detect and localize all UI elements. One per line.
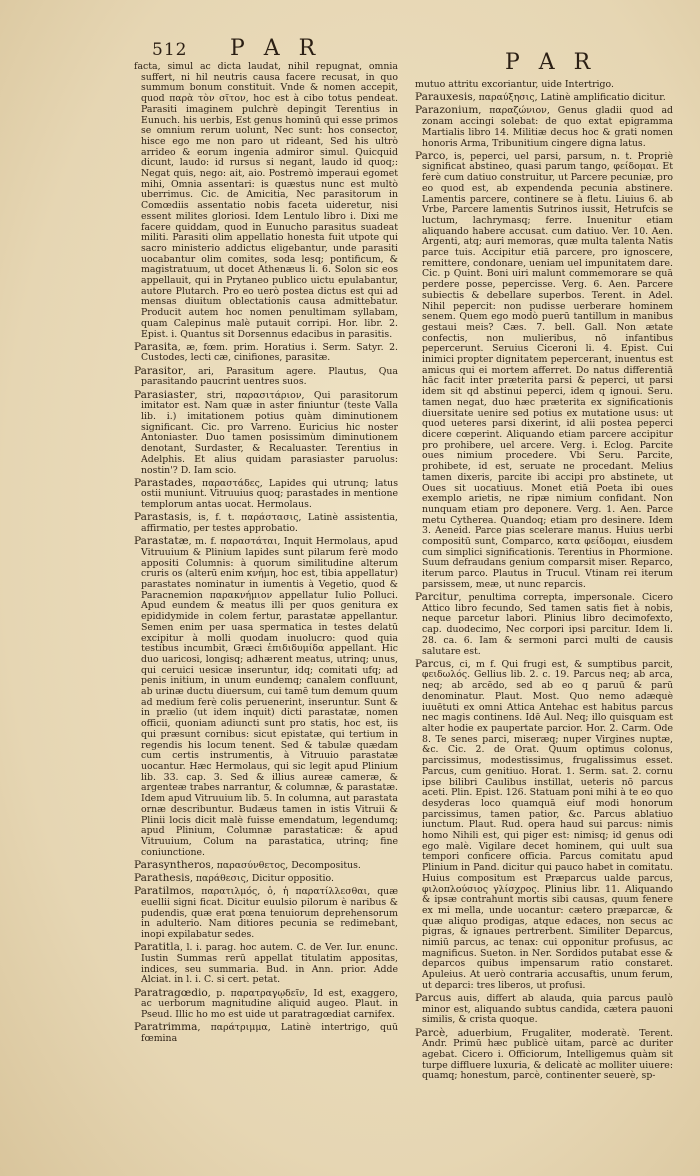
dictionary-entry: [415, 92, 673, 104]
entry-headword: Parastasis: [134, 511, 189, 524]
dictionary-entry: [415, 592, 673, 657]
entry-text: , m. f. παραστάται, Inquit Hermolaus, apud Vitruuium & Plinium lapides sunt pilarum ferè modo appositi Columnis: à quorum similitudine alterum cruris os (alterū enim κνήμη, hoc est, tibia appellatur) parastates nominatur in iumentis à Vegetio, quod & Paracnemion παρακνήμιον appellatur Iulio Polluci. Apud eundem & meatus illi per quos genitura ex epididymide in colem fertur, parastatæ appellantur. Semen enim per uasa spermatica in testes delatū excipitur à molli quodam inuolucro: quod quia testibus incumbit, Græci ἐπιδιδυμίδα appellant. Hic duo uaricosi, longisq; adhærent meatus, utrinq; unus, qui ceruici uesicæ inseruntur, idq; comitati ufq; ad penis initium, in unum eundemq; canalem confluunt, ab urinæ ductu diuersum, cui tamē tum demum quum ad medium ferè colis peruenerint, inseruntur. Sunt & in prælio (ut idem inquit) dicti parastatæ, nomen officii, quoniam adiuncti sunt pro statis, hoc est, iis qui præsunt cornibus: sicut epistatæ, qui tertium in regendis his locum tenent. Sed & tabulæ quædam cum certis instrumentis, à Vitruuio parastatæ uocantur. Hæc Hermolaus, qui sic legit apud Plinium lib. 33. cap. 3. Sed & illius aureæ cameræ, & argenteæ trabes narrantur, & columnæ, & parastatæ. Idem apud Vitruuium lib. 5. In columna, aut parastata ornæ describuntur. Budæus tamen in istis Vitruii & Plinii locis dicit malè fuisse emendatum, legendumq; apud Plinium, Columnæ parastaticæ: & apud Vitruuium, Colum na parastatica, utrinq; fine coniunctione.: [141, 536, 398, 858]
entry-text: , παράτριμμα, Latinè intertrigo, quū fœmina: [141, 1022, 398, 1044]
entry-headword: Parasita: [134, 340, 178, 353]
dictionary-entry: [134, 390, 398, 477]
dictionary-entry: [134, 536, 398, 858]
dictionary-entry: [415, 151, 673, 591]
entry-headword: Parasitor: [134, 364, 183, 377]
dictionary-entry: [134, 342, 398, 364]
left-column: [134, 62, 398, 1160]
entry-text: , παρατιλμός, ὁ, ἡ παρατίλλεσθαι, quæ euellii signi ficat. Dicitur euulsio pilorum è naribus & pudendis, quæ erat pœna tenuiorum deprehensorum in adulterio. Nam ditiores pecunia se redimebant, inopi expilabatur sedes.: [141, 886, 398, 941]
entry-headword: Parauxesis: [415, 91, 473, 104]
dictionary-entry: [134, 886, 398, 941]
dictionary-entry: [415, 659, 673, 992]
entry-headword: Parazonium: [415, 104, 479, 117]
entry-text: , is, f. t. παράστασις, Latinè assistentia, affirmatio, per testes approbatio.: [141, 512, 398, 535]
entry-text: , ari, Parasitum agere. Plautus, Qua parasitando paucrint uentres suos.: [141, 365, 398, 388]
entry-text: , παράθεσις, Dicitur oppositio.: [189, 873, 334, 885]
entry-headword: Paratrimma: [134, 1021, 198, 1034]
dictionary-entry: [134, 1022, 398, 1044]
entry-text: , παραστάδες, Lapides qui utrunq; latus ostii muniunt. Vitruuius quoq; parastades in mentione templorum antas uocat. Hermolaus.: [141, 477, 398, 511]
entry-text: , p. παρατραγῳδεῖν, Id est, exaggero, ac uerborum magnitudine aliquid augeo. Plaut. in Pseud. Illic ho mo est uide ut paratragœdiat carnifex.: [141, 987, 398, 1020]
entry-headword: Parcus: [415, 992, 452, 1005]
dictionary-entry: [134, 860, 398, 872]
entry-text: auis, differt ab alauda, quia parcus paulò minor est, aliquando subtus candida, cætera pauoni similis, & crista quoque.: [422, 993, 673, 1026]
running-head-left: P A R: [230, 36, 322, 61]
dictionary-entry: [134, 512, 398, 534]
dictionary-entry: [134, 478, 398, 511]
entry-text: , παραζώνιον, Genus gladii quod ad zonam accingi solebat: de quo extat epigramma Martialis libro 14. Militiæ decus hoc & grati nomen honoris Arma, Tribunitium cingere digna latus.: [422, 105, 673, 149]
entry-headword: Parcè: [415, 1026, 446, 1039]
entry-headword: Parastatæ: [134, 535, 189, 548]
page-header: [0, 34, 700, 75]
dictionary-entry: [134, 366, 398, 388]
entry-headword: Parastades: [134, 476, 193, 489]
dictionary-entry: [415, 993, 673, 1026]
entry-text: , l. i. parag. hoc autem. C. de Ver. Iur. enunc. Iustin Summas rerū appellat titulatim appositas, indices, seu summaria. Bud. in Ann. prior. Adde Alciat. in l. i. C. si cert. petat.: [141, 942, 398, 986]
entry-text: , æ, fœm. prim. Horatius i. Serm. Satyr. 2. Custodes, lecti cæ, cinifiones, parasitæ.: [141, 341, 398, 364]
entry-text: mutuo attritu excoriantur, uide Intertrigo.: [415, 80, 614, 90]
entry-headword: Parasiaster: [134, 388, 195, 401]
entry-headword: Parcus: [415, 657, 452, 670]
dictionary-entry: [134, 942, 398, 986]
entry-headword: Paratragœdio: [134, 986, 208, 999]
entry-headword: Parathesis: [134, 872, 190, 885]
entry-text: , stri, παρασιτάριον, Qui parasitorum imitator est. Nam quæ in aster finiuntur (teste Valla lib. i.) imitationem potius quàm diminutionem significant. Cic. pro Varreno. Euricius hic noster Antoniaster. Duo tamen posissimùm diminutionem denotant, Surdaster, & Recaluaster. Terentius in Adelphis. Et alius quidam parasiaster paruolus: nostin'? D. Iam scio.: [141, 389, 398, 476]
entry-headword: Paratitla: [134, 941, 180, 954]
dictionary-entry: [415, 105, 673, 149]
entry-headword: Parasyntheros: [134, 858, 211, 871]
entry-text: , aduerbium, Frugaliter, moderatè. Terent. Andr. Primū hæc publicè uitam, parcè ac duriter agebat. Cicero i. Officiorum, Intelligemus quàm sit turpe diffluere luxuria, & delicatè ac molliter uiuere: quamq; honestum, parcè, continenter seuerè, sp-: [422, 1027, 673, 1082]
dictionary-entry: [415, 80, 673, 91]
running-head-right: P A R: [505, 50, 597, 75]
entry-text: , ci, m f. Qui frugi est, & sumptibus parcit, φειδωλός. Gellius lib. 2. c. 19. Parcus neq; ab arca, neq; ab arcēdo, sed ab eo q paruū & parū denominatur. Plaut. Most. Quo nemo adæquè iuuētuti ex omni Attica Antehac est habitus parcus nec magis continens. Idē Aul. Neq; illo quisquam est alter hodie ex paupertate parcior. Hor. 2. Carm. Ode 8. Te senes parci, miseræq; nuper Virgines nuptæ, &c. Cic. 2. de Orat. Quum optimus colonus, parcissimus, modestissimus, frugalissimus esset. Parcus, cum genitiuo. Horat. 1. Serm. sat. 2. cornu ipse bilibri Caulibus instillat, ueteris nō parcus aceti. Plin. Epist. 126. Statuam poni mihi à te eo quo desyderas loco quamquā eiuf modi honorum parcissimus, tamen patior, &c. Parcus ablatiuo iunctum. Plaut. Rud. opera haud sui parcus: nimis homo Nihili est, qui piger est: nimisq; id genus odi ego malè. Vigilare decet hominem, qui uult sua tempori conficere officia. Parcus comitatu apud Plinium in Pand. dicitur qui pauco habet in comitatu. Huius compositum est Præparcus ualde parcus, φιλοπλούσιος γλίσχρος. Plinius libr. 11. Aliquando & ipsæ contrahunt mortis sibi causas, quum fenere ex mi mella, unde uocantur: cætero præparcæ, & quæ aliquo prodigas, atque edaces, non secus ac pigras, & ignaues pertrerbent. Similiter Deparcus, nimiū parcus, ac tenax: cui opponitur profusus, ac magnificus. Sueton. in Ner. Sordidos putabat esse & deparcos quibus impensarum ratio constaret. Apuleius. At uerò contraria accusaftis, unum ferum, ut deparci: tres liberos, ut profusi.: [422, 658, 673, 991]
dictionary-entry: [134, 988, 398, 1021]
entry-text: facta, simul ac dicta laudat, nihil repugnat, omnia suffert, ni hil neutris causa facere recusat, in quo summum bonum constituit. Vnde & nomen accepit, quod παρὰ τὸν σῖτον, hoc est à cibo totus pendeat. Parasiti imaginem pulchrè depingit Terentius in Eunuch. his uerbis, Est genus hominū qui esse primos se omnium rerum uolunt, Nec sunt: hos consector, hisce ego me non paro ut rideant, Sed his ultrò arrideo & eorum ingenia admiror simul. Quicquid dicunt, laudo: id rursus si negant, laudo id quoq;: Negat quis, nego: ait, aio. Postremò imperaui egomet mihi, Omnia assentari: is quæstus nunc est multò uberrimus. Cic. de Amicitia, Nec parasitorum in Comœdiis assentatio nobis faceta uideretur, nisi essent milites gloriosi. Idem Lentulo libro i. Dixi me facere quiddam, quod in Eunucho parasitus suadeat militi. Parasiti olim appellatio honesta fuit utpote qui sacro ministerio addictus eligebantur, unde parasiti uocabantur olim comites, soda lesq; pontificum, & magistratuum, ut docet Athenæus li. 6. Solon sic eos appellauit, qui in Prytaneo publico uictu epulabantur, autore Plutarch. Pro eo uerò postea dictus est qui ad mensas diuitum oblectationis causa admittebatur. Producit autem hoc nomen penultimam syllabam, quam Calepinus malè putauit corripi. Hor. libr. 2. Epist. i. Quantus sit Dorsennus edacibus in parasitis.: [134, 62, 398, 340]
entry-text: , is, peperci, uel parsi, parsum, n. t. Propriè significat abstineo, quasi parum tango, φείδομαι. Et ferè cum datiuo construitur, ut Parcere pecuniæ, pro eo quod est, ab expendenda pecunia abstinere. Lamentis parcere, continere se à fletu. Liuius 6. ab Vrbe, Parcere lamentis Sutrinos iussit, Hetrufcis se luctum, lachrymasq; ferre. Inuenitur etiam aliquando habere accusat. cum datiuo. Ver. 10. Aen. Argenti, atq; auri memoras, quæ multa talenta Natis parce tuis. Accipitur etiā parcere, pro ignoscere, remittere, condonare, ueniam uel impunitatem dare. Cic. p Quint. Boni uiri malunt commemorare se quā perdere posse, pepercisse. Verg. 6. Aen. Parcere subiectis & debellare superbos. Terent. in Adel. Nihil pepercit: non pudisse uerberare hominem senem. Quem ego modò puerū tantillum in manibus gestaui meis? Cæs. 7. bell. Gall. Non ætate confectis, non mulieribus, nō infantibus pepercerunt. Seruius Ciceroni li. 4. Epist. Cui inimici propter dignitatem pepercerant, inuentus est amicus qui ei mortem afferret. Do natus differentiā hāc facit inter præterita parsi & peperci, ut parsi idem sit qd abstinui peperci, idem q ignoui. Seru. tamen negat, duo hæc præterita ex significationis diuersitate uenire sed potius ex mutatione usus: ut quod ueteres parsi dixerint, id alii postea peperci dicere cœperint. Aliquando etiam parcere accipitur pro prohibere, uel arcere. Verg. i. Eclog. Parcite oues nimium procedere. Vbi Seru. Parcite, prohibete, id est, seruate ne procedant. Melius tamen dixeris, parcite ibi accipi pro abstinete, ut Oues sit uocatiuus. Monet etiā Poeta ibi oues exemplo arietis, ne ripæ nimium confidant. Non nunquam etiam pro deponere. Verg. 1. Aen. Parce metu Cytherea. Quandoq; etiam pro desinere. Idem 3. Aeneid. Parce pias scelerare manus. Huius uerbi compositū sunt, Comparco, κατα φείδομαι, eiusdem cum simplici significationis. Terentius in Phormione. Suum defraudans genium comparsit miser. Reparco, iterum parco. Plautus in Trucul. Vtinam rei iterum parsissem, meæ, ut nunc reparcis.: [422, 150, 673, 590]
dictionary-entry: [415, 1028, 673, 1083]
entry-text: , penultima correpta, impersonale. Cicero Attico libro fecundo, Sed tamen satis fiet à nobis, neque parcetur labori. Plinius libro decimofexto, cap. duodecimo, Nec corpori ipsi parcitur. Idem li. 28. ca. 6. Iam & sermoni parci multi de causis salutare est.: [422, 592, 673, 657]
dictionary-entry: [134, 873, 398, 885]
dictionary-entry: [134, 62, 398, 340]
entry-headword: Parcitur: [415, 591, 459, 604]
entry-text: , παρασύνθετος, Decompositus.: [210, 859, 361, 871]
entry-headword: Paratilmos: [134, 885, 192, 898]
right-column: [415, 80, 673, 1165]
entry-headword: Parco: [415, 149, 446, 162]
page-number: 512: [152, 40, 188, 60]
entry-text: , παραύξησις, Latinè amplificatio dicitur.: [472, 92, 666, 104]
